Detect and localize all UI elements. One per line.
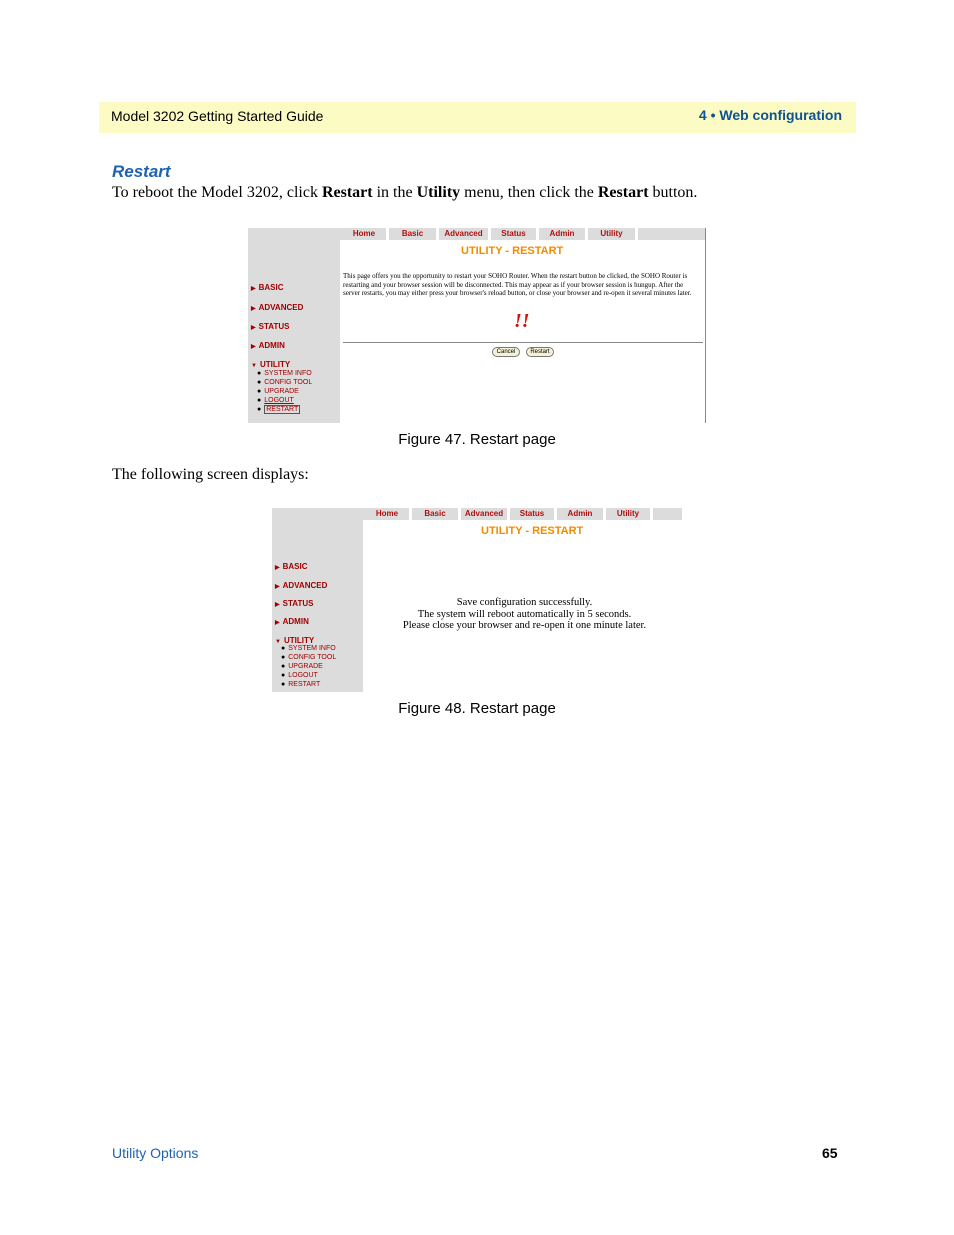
submenu-system-info[interactable]: ● SYSTEM INFO	[257, 370, 312, 377]
submenu-logout[interactable]: ● LOGOUT	[257, 397, 294, 404]
following-text: The following screen displays:	[112, 466, 309, 483]
sidebar-item-status[interactable]: ▶ STATUS	[251, 322, 290, 331]
bullet-icon: ●	[257, 370, 262, 377]
nav-tab-basic[interactable]: Basic	[401, 229, 424, 238]
page-number: 65	[822, 1145, 838, 1161]
bullet-icon: ●	[281, 681, 286, 688]
triangle-down-icon: ▼	[251, 363, 257, 369]
triangle-right-icon: ▶	[251, 286, 256, 292]
sidebar-item-basic[interactable]: ▶ BASIC	[275, 562, 308, 571]
warning-marks: !!	[514, 310, 530, 332]
restart-description: This page offers you the opportunity to restart your SOHO Router. When the restart button be clicked, the SOHO Router is restarting and your browser session will be disconnected. This may appear as if your browser session is hungup. After the server restarts, you may either press your browser's reload button, or close your browser and re-open it several minutes later.	[343, 272, 692, 297]
cancel-button[interactable]: Cancel	[492, 347, 520, 357]
figure-48-caption: Figure 48. Restart page	[398, 700, 556, 717]
nav-tab-advanced[interactable]: Advanced	[444, 229, 483, 238]
sidebar-item-utility[interactable]: ▼ UTILITY	[275, 636, 315, 645]
bullet-icon: ●	[281, 663, 286, 670]
page-heading: UTILITY - RESTART	[481, 525, 584, 537]
bullet-icon: ●	[281, 672, 286, 679]
triangle-right-icon: ▶	[275, 565, 280, 571]
triangle-down-icon: ▼	[275, 639, 281, 645]
triangle-right-icon: ▶	[275, 602, 280, 608]
nav-tab-status[interactable]: Status	[501, 229, 526, 238]
triangle-right-icon: ▶	[251, 325, 256, 331]
triangle-right-icon: ▶	[275, 584, 280, 590]
triangle-right-icon: ▶	[275, 620, 280, 626]
footer-section-name: Utility Options	[112, 1145, 199, 1161]
submenu-config-tool[interactable]: ● CONFIG TOOL	[281, 654, 337, 661]
submenu-config-tool[interactable]: ● CONFIG TOOL	[257, 379, 313, 386]
sidebar-item-admin[interactable]: ▶ ADMIN	[275, 617, 309, 626]
nav-tab-home[interactable]: Home	[352, 229, 376, 238]
submenu-logout[interactable]: ● LOGOUT	[281, 672, 318, 679]
header-chapter: 4 • Web configuration	[698, 107, 842, 123]
nav-tab-admin[interactable]: Admin	[549, 229, 575, 238]
figure-47-caption: Figure 47. Restart page	[398, 431, 556, 448]
bullet-icon: ●	[281, 645, 286, 652]
submenu-upgrade[interactable]: ● UPGRADE	[281, 663, 323, 670]
submenu-system-info[interactable]: ● SYSTEM INFO	[281, 645, 336, 652]
sidebar-item-admin[interactable]: ▶ ADMIN	[251, 341, 285, 350]
bullet-icon: ●	[257, 406, 262, 413]
nav-tab-status[interactable]: Status	[519, 509, 545, 518]
nav-tab-advanced[interactable]: Advanced	[464, 509, 504, 518]
nav-tab-admin[interactable]: Admin	[567, 509, 593, 518]
message-line: Save configuration successfully.	[456, 597, 593, 608]
nav-tab-home[interactable]: Home	[375, 509, 399, 518]
sidebar-item-utility[interactable]: ▼ UTILITY	[251, 360, 291, 369]
header-guide-title: Model 3202 Getting Started Guide	[111, 108, 324, 124]
sidebar-item-status[interactable]: ▶ STATUS	[275, 599, 314, 608]
nav-tab-basic[interactable]: Basic	[424, 509, 446, 518]
section-title: Restart	[112, 162, 171, 181]
message-line: The system will reboot automatically in 5 seconds.	[417, 608, 632, 620]
nav-tab-utility[interactable]: Utility	[616, 509, 640, 518]
bullet-icon: ●	[257, 397, 262, 404]
figure-47-screenshot	[248, 228, 706, 423]
submenu-upgrade[interactable]: ● UPGRADE	[257, 388, 299, 395]
message-line: Please close your browser and re-open it one minute later.	[402, 620, 647, 631]
divider	[343, 342, 703, 343]
sidebar-item-advanced[interactable]: ▶ ADVANCED	[275, 581, 328, 590]
intro-paragraph: To reboot the Model 3202, click Restart in the Utility menu, then click the Restart button.	[112, 184, 698, 201]
submenu-restart[interactable]: ● RESTART	[257, 406, 299, 413]
sidebar-item-basic[interactable]: ▶ BASIC	[251, 283, 284, 292]
sidebar-item-advanced[interactable]: ▶ ADVANCED	[251, 303, 304, 312]
running-header	[99, 102, 856, 133]
page-heading: UTILITY - RESTART	[461, 245, 564, 257]
restart-button[interactable]: Restart	[526, 347, 554, 357]
submenu-restart[interactable]: ● RESTART	[281, 681, 321, 688]
nav-tab-utility[interactable]: Utility	[600, 229, 623, 238]
bullet-icon: ●	[257, 388, 262, 395]
figure-48-screenshot	[272, 508, 682, 692]
triangle-right-icon: ▶	[251, 306, 256, 312]
reboot-message	[367, 597, 682, 632]
bullet-icon: ●	[281, 654, 286, 661]
triangle-right-icon: ▶	[251, 344, 256, 350]
bullet-icon: ●	[257, 379, 262, 386]
